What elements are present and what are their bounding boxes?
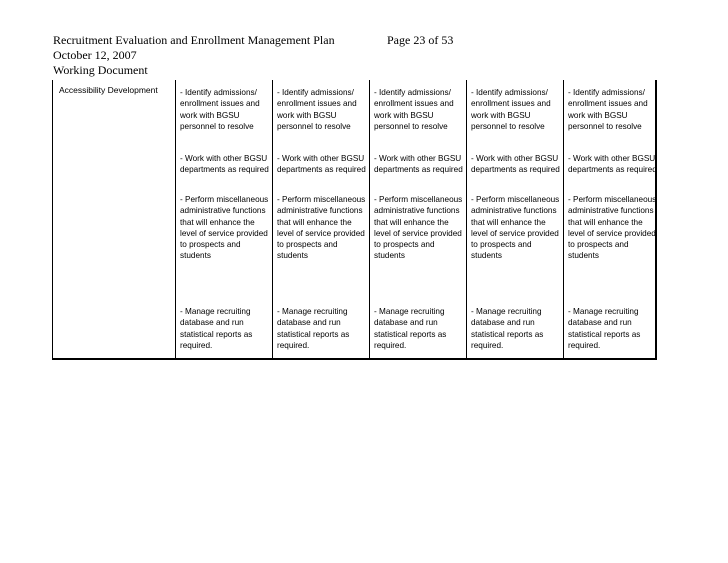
cell-work-with: - Work with other BGSU departments as required [277, 154, 366, 175]
cell-identify: - Identify admissions/ enrollment issues and work with BGSU personnel to resolve [180, 88, 260, 131]
plan-table [52, 80, 657, 360]
table-column [370, 80, 467, 358]
table-column [176, 80, 273, 358]
document-header [53, 33, 454, 78]
cell-manage: - Manage recruiting database and run statistical reports as required. [374, 307, 447, 350]
cell-identify: - Identify admissions/ enrollment issues and work with BGSU personnel to resolve [568, 88, 648, 131]
cell-perform: - Perform miscellaneous administrative functions that will enhance the level of service provided to prospects and students [471, 195, 560, 261]
row-label-cell [53, 80, 176, 358]
cell-perform: - Perform miscellaneous administrative functions that will enhance the level of service provided to prospects and students [277, 195, 366, 261]
document-status: Working Document [53, 63, 148, 77]
cell-identify: - Identify admissions/ enrollment issues and work with BGSU personnel to resolve [374, 88, 454, 131]
cell-identify: - Identify admissions/ enrollment issues and work with BGSU personnel to resolve [471, 88, 551, 131]
table-column [273, 80, 370, 358]
page-number: Page 23 of 53 [387, 33, 454, 47]
cell-work-with: - Work with other BGSU departments as required [568, 154, 657, 175]
cell-manage: - Manage recruiting database and run statistical reports as required. [180, 307, 253, 350]
document-title: Recruitment Evaluation and Enrollment Management Plan [53, 33, 335, 47]
cell-perform: - Perform miscellaneous administrative functions that will enhance the level of service provided to prospects and students [180, 195, 269, 261]
cell-manage: - Manage recruiting database and run statistical reports as required. [568, 307, 641, 350]
cell-manage: - Manage recruiting database and run statistical reports as required. [277, 307, 350, 350]
cell-identify: - Identify admissions/ enrollment issues and work with BGSU personnel to resolve [277, 88, 357, 131]
row-label: Accessibility Development [59, 85, 158, 95]
cell-work-with: - Work with other BGSU departments as required [471, 154, 560, 175]
cell-work-with: - Work with other BGSU departments as required [180, 154, 269, 175]
cell-perform: - Perform miscellaneous administrative functions that will enhance the level of service provided to prospects and students [374, 195, 463, 261]
cell-perform: - Perform miscellaneous administrative functions that will enhance the level of service provided to prospects and students [568, 195, 657, 261]
table-column [467, 80, 564, 358]
cell-manage: - Manage recruiting database and run statistical reports as required. [471, 307, 544, 350]
table-column [564, 80, 656, 358]
document-date: October 12, 2007 [53, 48, 137, 62]
cell-work-with: - Work with other BGSU departments as required [374, 154, 463, 175]
